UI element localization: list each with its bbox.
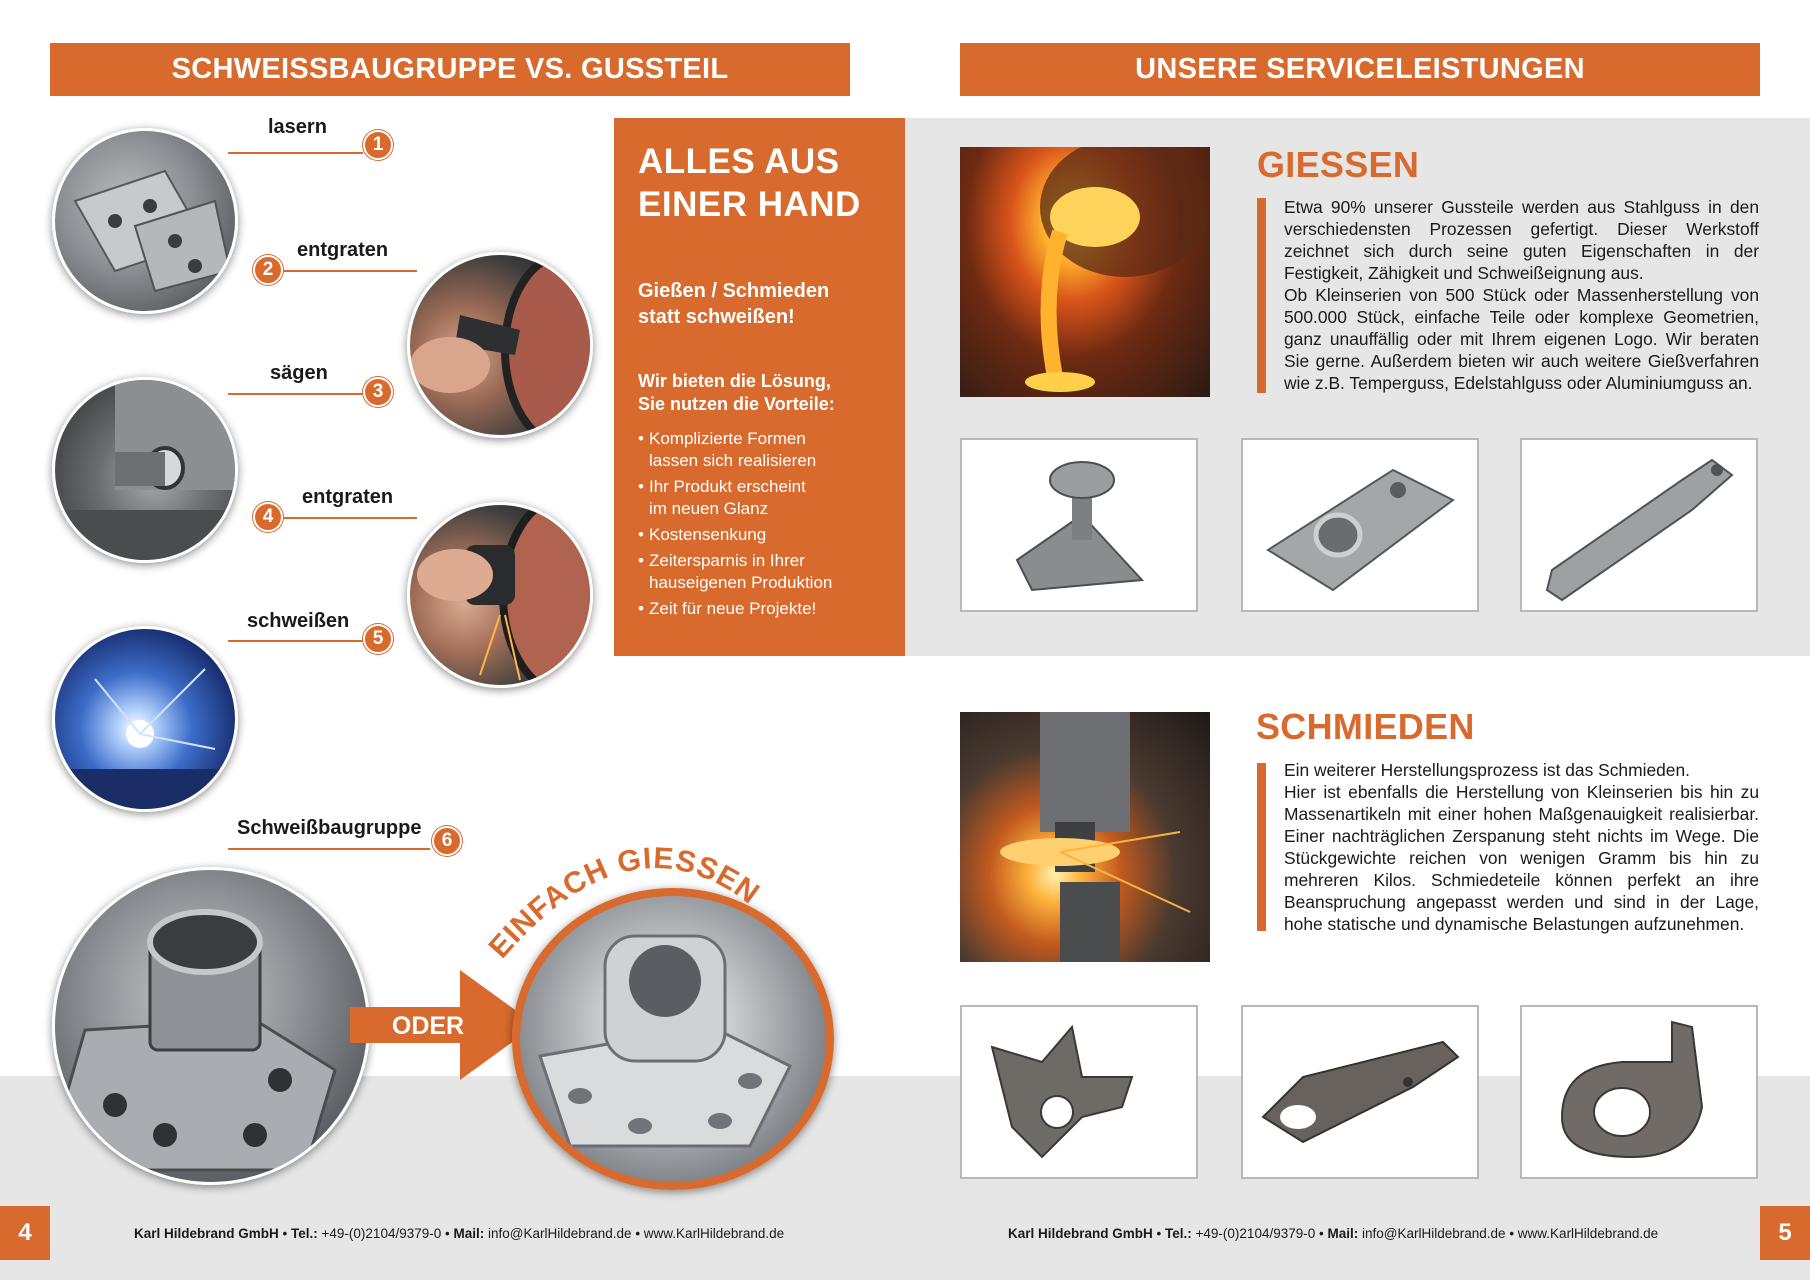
step-label-schweissbaugruppe: Schweißbaugruppe bbox=[237, 817, 422, 839]
schmieden-accent-bar bbox=[1257, 763, 1266, 931]
footer-contact-right: Karl Hildebrand GmbH • Tel.: +49-(0)2104/9379-0 • Mail: info@KarlHildebrand.de • www.KarlHildebrand.de bbox=[1008, 1226, 1659, 1241]
page-number-right: 5 bbox=[1760, 1206, 1810, 1260]
list-item: • Zeit für neue Projekte! bbox=[638, 598, 881, 620]
giessen-text: Etwa 90% unserer Gussteile werden aus Stahlguss in den verschiedensten Prozessen gefertigt. Dieser Werkstoff zeichnet sich durch seine guten Eigenschaften in der Festigkeit, Zähigkeit und Schweißeignung aus. Ob Kleinserien von 500 Stück oder Massenherstellung von 500.000 Stück, einfache Teile oder komplexe Geometrien, ganz unauffällig oder mit Ihrem eigenen Logo. Wir beraten Sie gerne. Außerdem bieten wir auch weitere Gießverfahren wie z.B. Temperguss, Edelstahlguss oder Aluminiumguss an. bbox=[1284, 197, 1759, 393]
schmieden-title: SCHMIEDEN bbox=[1256, 706, 1475, 747]
photo-lasern bbox=[52, 128, 238, 314]
step-label-schweissen: schweißen bbox=[247, 610, 350, 632]
list-item: • Ihr Produkt erscheint im neuen Glanz bbox=[638, 476, 881, 520]
right-page-header: UNSERE SERVICELEISTUNGEN bbox=[960, 43, 1760, 96]
photo-saegen bbox=[52, 377, 238, 563]
giessen-accent-bar bbox=[1257, 198, 1266, 393]
photo-schweissbaugruppe bbox=[52, 867, 370, 1185]
step-number-2: 2 bbox=[253, 255, 283, 285]
step-label-lasern: lasern bbox=[268, 116, 327, 138]
photo-entgraten-2 bbox=[407, 502, 593, 688]
step-number-1: 1 bbox=[363, 130, 393, 160]
list-item: • Zeitersparnis in Ihrer hauseigenen Produktion bbox=[638, 550, 881, 594]
photo-entgraten-1 bbox=[407, 252, 593, 438]
step-label-entgraten-2: entgraten bbox=[302, 486, 394, 508]
cast-part-image-3 bbox=[1520, 438, 1758, 612]
step-number-3: 3 bbox=[363, 377, 393, 407]
step-label-entgraten-1: entgraten bbox=[297, 239, 389, 261]
forged-part-image-1 bbox=[960, 1005, 1198, 1179]
step-label-saegen: sägen bbox=[270, 362, 328, 384]
leader-line bbox=[228, 848, 430, 850]
forged-part-image-3 bbox=[1520, 1005, 1758, 1179]
cast-part-image-1 bbox=[960, 438, 1198, 612]
step-number-6: 6 bbox=[432, 826, 462, 856]
photo-schmieden bbox=[960, 712, 1210, 962]
forged-part-image-2 bbox=[1241, 1005, 1479, 1179]
photo-schweissen bbox=[52, 626, 238, 812]
page-number-left: 4 bbox=[0, 1206, 50, 1260]
info-box bbox=[614, 118, 905, 656]
photo-giessen bbox=[960, 147, 1210, 397]
einfach-giessen-text: EINFACH GIESSEN bbox=[482, 841, 766, 965]
leader-line bbox=[282, 517, 417, 519]
info-box-solution: Wir bieten die Lösung, Sie nutzen die Vorteile: bbox=[638, 371, 835, 414]
step-number-5: 5 bbox=[363, 624, 393, 654]
benefits-list bbox=[638, 428, 881, 620]
svg-text:EINFACH GIESSEN bbox=[483, 842, 766, 965]
leader-line bbox=[282, 270, 417, 272]
left-page-header: SCHWEISSBAUGRUPPE VS. GUSSTEIL bbox=[50, 43, 850, 96]
cast-part-image-2 bbox=[1241, 438, 1479, 612]
leader-line bbox=[228, 640, 363, 642]
leader-line bbox=[228, 152, 363, 154]
schmieden-text: Ein weiterer Herstellungsprozess ist das Schmieden. Hier ist ebenfalls die Herstellung von Kleinserien bis hin zu Massenartikeln mit einer hohen Maßgenauigkeit realisierbar. Einer nachträglichen Zerspanung steht nichts im Wege. Die Stückgewichte reichen von wenigen Gramm bis hin zu mehreren Kilos. Schmiedeteile können perfekt an ihre Beanspruchung angepasst werden und sind in der Lage, hohe statische und dynamische Belastungen aufzunehmen. bbox=[1284, 760, 1759, 934]
list-item: • Komplizierte Formen lassen sich realisieren bbox=[638, 428, 881, 472]
footer-contact-left: Karl Hildebrand GmbH • Tel.: +49-(0)2104/9379-0 • Mail: info@KarlHildebrand.de • www.KarlHildebrand.de bbox=[134, 1226, 785, 1241]
giessen-title: GIESSEN bbox=[1257, 144, 1420, 185]
leader-line bbox=[228, 393, 363, 395]
info-box-title: ALLES AUS EINER HAND bbox=[638, 142, 861, 224]
step-number-4: 4 bbox=[253, 502, 283, 532]
einfach-giessen-heading bbox=[470, 810, 770, 970]
list-item: • Kostensenkung bbox=[638, 524, 881, 546]
oder-label: ODER bbox=[391, 1011, 465, 1040]
info-box-subtitle: Gießen / Schmieden statt schweißen! bbox=[638, 280, 830, 328]
